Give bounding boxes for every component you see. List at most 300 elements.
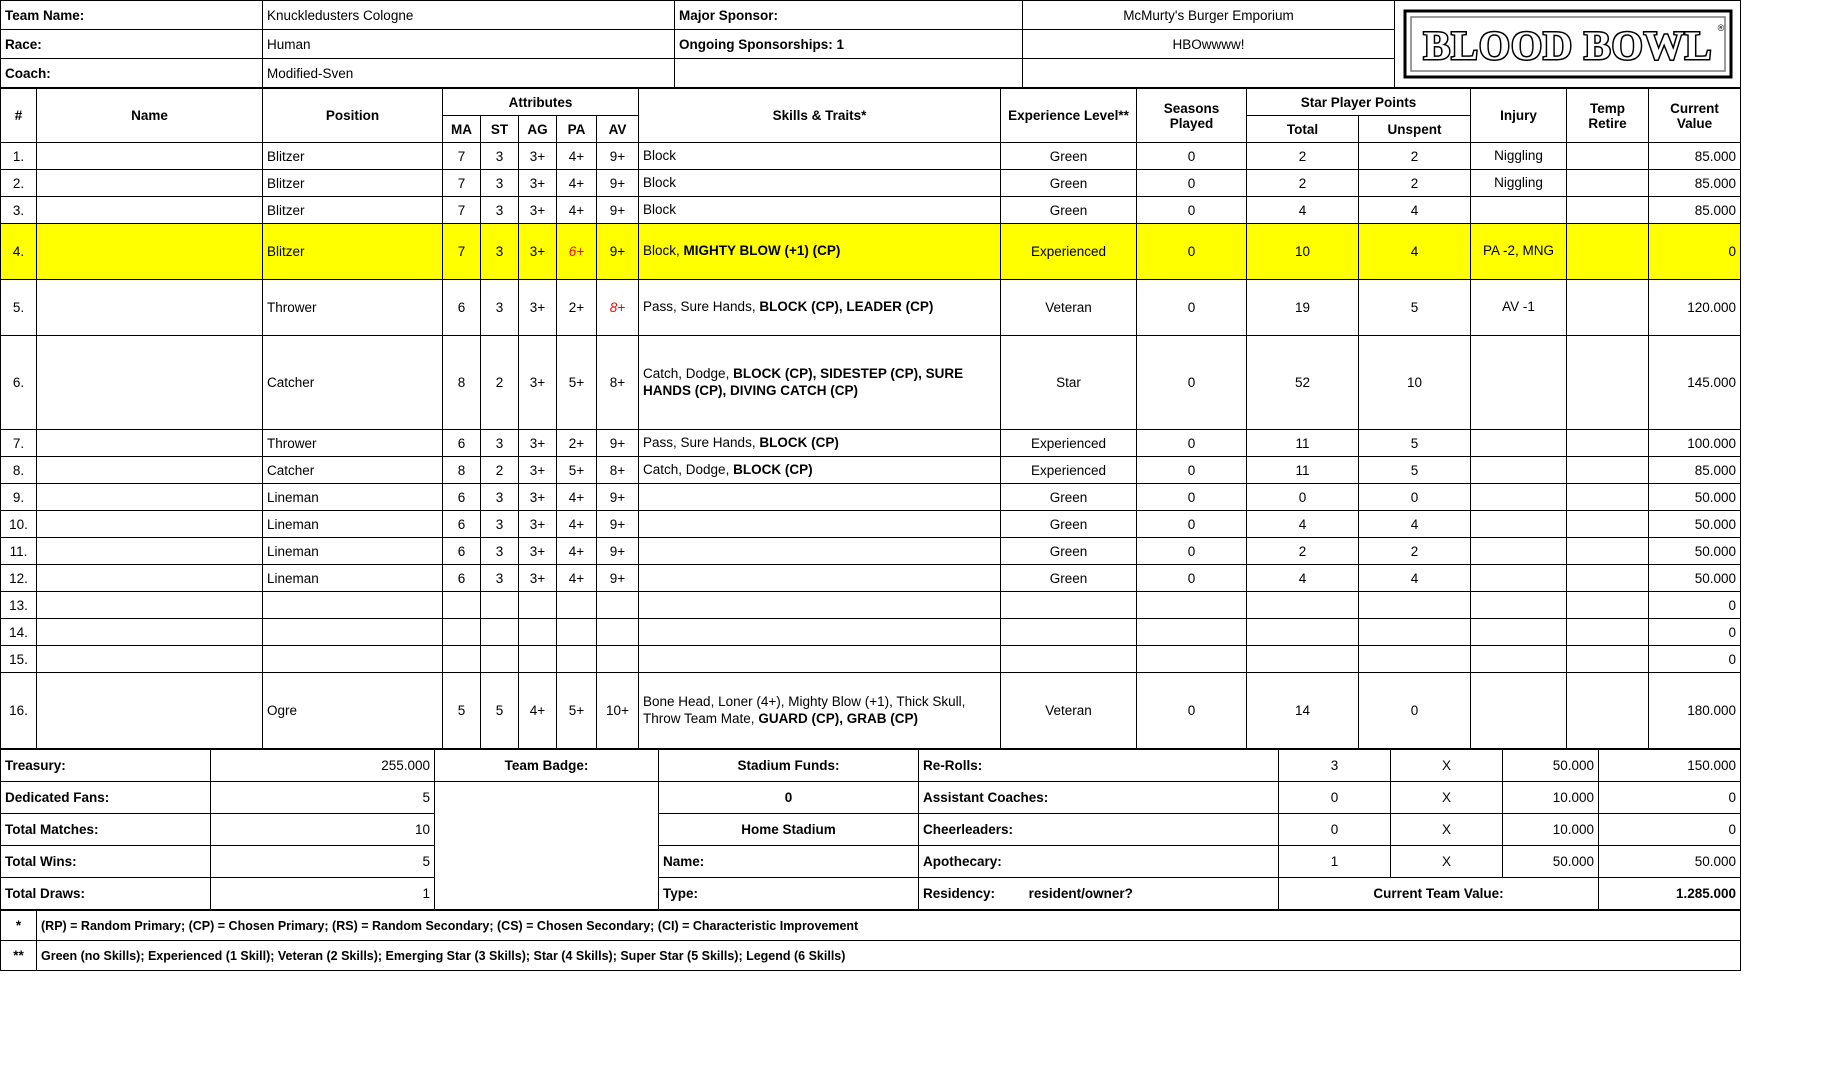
player-temp-retire[interactable]	[1567, 280, 1649, 336]
player-ma[interactable]	[443, 646, 481, 673]
player-skills[interactable]: Block	[639, 143, 1001, 170]
player-injury[interactable]	[1471, 197, 1567, 224]
player-current-value[interactable]: 85.000	[1649, 197, 1741, 224]
player-ag[interactable]: 3+	[519, 538, 557, 565]
player-av[interactable]: 9+	[597, 170, 639, 197]
player-name[interactable]	[37, 646, 263, 673]
team-badge-label: Team Badge:	[435, 750, 659, 782]
player-position[interactable]: Lineman	[263, 484, 443, 511]
player-ag[interactable]	[519, 592, 557, 619]
player-temp-retire[interactable]	[1567, 457, 1649, 484]
player-st[interactable]: 3	[481, 430, 519, 457]
total-matches-value[interactable]: 10	[211, 814, 435, 846]
col-av: AV	[597, 116, 639, 143]
player-temp-retire[interactable]	[1567, 511, 1649, 538]
player-spp-total[interactable]: 2	[1247, 538, 1359, 565]
player-spp-total[interactable]: 19	[1247, 280, 1359, 336]
player-experience[interactable]: Green	[1001, 538, 1137, 565]
player-name[interactable]	[37, 143, 263, 170]
player-spp-total[interactable]: 4	[1247, 197, 1359, 224]
player-av[interactable]: 9+	[597, 224, 639, 280]
player-experience[interactable]: Experienced	[1001, 457, 1137, 484]
current-team-value-label: Current Team Value:	[1279, 878, 1599, 910]
apothecary-qty[interactable]: 1	[1279, 846, 1391, 878]
player-ma[interactable]: 6	[443, 280, 481, 336]
player-av[interactable]: 9+	[597, 511, 639, 538]
player-st[interactable]: 3	[481, 143, 519, 170]
player-skills[interactable]: Catch, Dodge, BLOCK (CP)	[639, 457, 1001, 484]
player-number[interactable]: 2.	[1, 170, 37, 197]
player-av[interactable]	[597, 619, 639, 646]
player-pa[interactable]: 4+	[557, 538, 597, 565]
player-st[interactable]	[481, 646, 519, 673]
table-row[interactable]	[1, 170, 1741, 197]
player-st[interactable]: 2	[481, 457, 519, 484]
player-st[interactable]	[481, 592, 519, 619]
player-name[interactable]	[37, 484, 263, 511]
assistant-coaches-qty[interactable]: 0	[1279, 782, 1391, 814]
cheerleaders-label: Cheerleaders:	[919, 814, 1279, 846]
player-position[interactable]: Catcher	[263, 336, 443, 430]
player-injury[interactable]	[1471, 565, 1567, 592]
major-sponsor-value[interactable]: McMurty's Burger Emporium	[1023, 1, 1395, 30]
player-ag[interactable]: 3+	[519, 565, 557, 592]
player-pa[interactable]	[557, 592, 597, 619]
stadium-funds-value[interactable]: 0	[659, 782, 919, 814]
player-current-value[interactable]: 50.000	[1649, 565, 1741, 592]
player-ma[interactable]: 6	[443, 430, 481, 457]
ongoing-sponsorships-value[interactable]: HBOwwww!	[1023, 30, 1395, 59]
table-row[interactable]	[1, 430, 1741, 457]
player-position[interactable]	[263, 646, 443, 673]
player-spp-unspent[interactable]: 4	[1359, 224, 1471, 280]
player-number[interactable]: 6.	[1, 336, 37, 430]
player-injury[interactable]	[1471, 592, 1567, 619]
player-name[interactable]	[37, 592, 263, 619]
player-spp-unspent[interactable]: 5	[1359, 457, 1471, 484]
rerolls-qty[interactable]: 3	[1279, 750, 1391, 782]
player-injury[interactable]	[1471, 457, 1567, 484]
player-injury[interactable]	[1471, 484, 1567, 511]
player-injury[interactable]: PA -2, MNG	[1471, 224, 1567, 280]
player-current-value[interactable]: 0	[1649, 224, 1741, 280]
player-temp-retire[interactable]	[1567, 565, 1649, 592]
player-injury[interactable]: Niggling	[1471, 170, 1567, 197]
player-number[interactable]: 5.	[1, 280, 37, 336]
player-ma[interactable]: 6	[443, 511, 481, 538]
player-av[interactable]: 9+	[597, 430, 639, 457]
apothecary-label: Apothecary:	[919, 846, 1279, 878]
col-st: ST	[481, 116, 519, 143]
player-ma[interactable]	[443, 619, 481, 646]
player-seasons[interactable]: 0	[1137, 673, 1247, 749]
player-position[interactable]: Lineman	[263, 565, 443, 592]
player-st[interactable]: 5	[481, 673, 519, 749]
player-seasons[interactable]: 0	[1137, 197, 1247, 224]
player-av[interactable]: 9+	[597, 565, 639, 592]
player-seasons[interactable]: 0	[1137, 457, 1247, 484]
player-st[interactable]	[481, 619, 519, 646]
team-finance-block	[0, 749, 1741, 910]
player-ag[interactable]: 3+	[519, 430, 557, 457]
player-current-value[interactable]: 85.000	[1649, 457, 1741, 484]
player-skills[interactable]	[639, 619, 1001, 646]
player-current-value[interactable]: 50.000	[1649, 484, 1741, 511]
player-av[interactable]: 8+	[597, 457, 639, 484]
player-seasons[interactable]: 0	[1137, 143, 1247, 170]
player-name[interactable]	[37, 430, 263, 457]
player-name[interactable]	[37, 565, 263, 592]
player-spp-total[interactable]: 10	[1247, 224, 1359, 280]
player-spp-unspent[interactable]: 4	[1359, 197, 1471, 224]
player-injury[interactable]: AV -1	[1471, 280, 1567, 336]
player-pa[interactable]: 4+	[557, 170, 597, 197]
table-row[interactable]	[1, 457, 1741, 484]
assistant-coaches-x: X	[1391, 782, 1503, 814]
player-skills[interactable]: Pass, Sure Hands, BLOCK (CP), LEADER (CP)	[639, 280, 1001, 336]
player-spp-unspent[interactable]: 4	[1359, 565, 1471, 592]
player-temp-retire[interactable]	[1567, 592, 1649, 619]
player-experience[interactable]: Experienced	[1001, 430, 1137, 457]
player-pa[interactable]: 6+	[557, 224, 597, 280]
player-ag[interactable]: 4+	[519, 673, 557, 749]
player-number[interactable]: 15.	[1, 646, 37, 673]
player-temp-retire[interactable]	[1567, 336, 1649, 430]
player-injury[interactable]	[1471, 511, 1567, 538]
player-seasons[interactable]: 0	[1137, 336, 1247, 430]
table-row[interactable]	[1, 484, 1741, 511]
player-seasons[interactable]: 0	[1137, 430, 1247, 457]
player-spp-unspent[interactable]: 5	[1359, 430, 1471, 457]
player-experience[interactable]: Star	[1001, 336, 1137, 430]
player-current-value[interactable]: 100.000	[1649, 430, 1741, 457]
player-name[interactable]	[37, 280, 263, 336]
player-spp-unspent[interactable]: 2	[1359, 170, 1471, 197]
player-skills[interactable]	[639, 592, 1001, 619]
player-st[interactable]: 3	[481, 565, 519, 592]
player-temp-retire[interactable]	[1567, 430, 1649, 457]
player-seasons[interactable]: 0	[1137, 538, 1247, 565]
player-number[interactable]: 1.	[1, 143, 37, 170]
table-row[interactable]	[1, 197, 1741, 224]
player-position[interactable]: Catcher	[263, 457, 443, 484]
table-row[interactable]	[1, 619, 1741, 646]
player-ma[interactable]: 5	[443, 673, 481, 749]
team-badge-area[interactable]	[435, 782, 659, 910]
player-skills[interactable]	[639, 484, 1001, 511]
player-ag[interactable]: 3+	[519, 336, 557, 430]
player-spp-total[interactable]	[1247, 646, 1359, 673]
table-row[interactable]	[1, 592, 1741, 619]
player-number[interactable]: 3.	[1, 197, 37, 224]
table-row[interactable]	[1, 224, 1741, 280]
player-number[interactable]: 8.	[1, 457, 37, 484]
player-position[interactable]: Blitzer	[263, 143, 443, 170]
player-experience[interactable]: Green	[1001, 197, 1137, 224]
player-temp-retire[interactable]	[1567, 484, 1649, 511]
player-av[interactable]	[597, 646, 639, 673]
player-pa[interactable]: 5+	[557, 336, 597, 430]
player-experience[interactable]: Experienced	[1001, 224, 1137, 280]
player-experience[interactable]: Green	[1001, 511, 1137, 538]
player-skills[interactable]: Block	[639, 170, 1001, 197]
race-value[interactable]: Human	[263, 30, 675, 59]
player-av[interactable]	[597, 592, 639, 619]
player-seasons[interactable]: 0	[1137, 565, 1247, 592]
residency-value[interactable]: resident/owner?	[1028, 886, 1133, 901]
player-pa[interactable]	[557, 619, 597, 646]
coach-value[interactable]: Modified-Sven	[263, 59, 675, 88]
player-spp-total[interactable]	[1247, 592, 1359, 619]
player-position[interactable]: Blitzer	[263, 224, 443, 280]
player-temp-retire[interactable]	[1567, 170, 1649, 197]
player-ag[interactable]: 3+	[519, 224, 557, 280]
player-experience[interactable]	[1001, 592, 1137, 619]
player-temp-retire[interactable]	[1567, 646, 1649, 673]
player-pa[interactable]: 5+	[557, 673, 597, 749]
player-av[interactable]: 9+	[597, 197, 639, 224]
player-seasons[interactable]	[1137, 646, 1247, 673]
player-av[interactable]: 9+	[597, 538, 639, 565]
player-experience[interactable]: Green	[1001, 565, 1137, 592]
player-st[interactable]: 3	[481, 224, 519, 280]
table-row[interactable]	[1, 538, 1741, 565]
player-number[interactable]: 10.	[1, 511, 37, 538]
col-spp-total: Total	[1247, 116, 1359, 143]
player-spp-total[interactable]: 0	[1247, 484, 1359, 511]
player-ma[interactable]: 6	[443, 538, 481, 565]
player-experience[interactable]: Veteran	[1001, 673, 1137, 749]
player-skills[interactable]	[639, 646, 1001, 673]
player-ag[interactable]: 3+	[519, 511, 557, 538]
player-spp-total[interactable]	[1247, 619, 1359, 646]
player-skills[interactable]	[639, 511, 1001, 538]
player-name[interactable]	[37, 336, 263, 430]
player-pa[interactable]: 2+	[557, 280, 597, 336]
table-row[interactable]	[1, 673, 1741, 749]
player-spp-unspent[interactable]: 10	[1359, 336, 1471, 430]
table-row[interactable]	[1, 511, 1741, 538]
player-av[interactable]: 8+	[597, 280, 639, 336]
player-seasons[interactable]: 0	[1137, 511, 1247, 538]
player-skills[interactable]: Catch, Dodge, BLOCK (CP), SIDESTEP (CP), SURE HANDS (CP), DIVING CATCH (CP)	[639, 336, 1001, 430]
player-pa[interactable]: 4+	[557, 565, 597, 592]
player-position[interactable]: Thrower	[263, 280, 443, 336]
player-av[interactable]: 10+	[597, 673, 639, 749]
player-name[interactable]	[37, 457, 263, 484]
player-ma[interactable]: 7	[443, 197, 481, 224]
player-st[interactable]: 3	[481, 511, 519, 538]
team-name-value[interactable]: Knuckledusters Cologne	[263, 1, 675, 30]
player-ag[interactable]	[519, 619, 557, 646]
player-experience[interactable]: Green	[1001, 143, 1137, 170]
player-number[interactable]: 13.	[1, 592, 37, 619]
player-position[interactable]: Lineman	[263, 511, 443, 538]
player-temp-retire[interactable]	[1567, 197, 1649, 224]
player-ag[interactable]: 3+	[519, 197, 557, 224]
player-name[interactable]	[37, 673, 263, 749]
player-current-value[interactable]: 0	[1649, 619, 1741, 646]
player-skills[interactable]	[639, 538, 1001, 565]
player-seasons[interactable]: 0	[1137, 170, 1247, 197]
player-ag[interactable]: 3+	[519, 143, 557, 170]
player-name[interactable]	[37, 224, 263, 280]
player-av[interactable]: 9+	[597, 143, 639, 170]
total-draws-value[interactable]: 1	[211, 878, 435, 910]
player-current-value[interactable]: 145.000	[1649, 336, 1741, 430]
table-row[interactable]	[1, 336, 1741, 430]
player-position[interactable]	[263, 619, 443, 646]
player-spp-total[interactable]: 14	[1247, 673, 1359, 749]
player-spp-total[interactable]: 11	[1247, 457, 1359, 484]
player-current-value[interactable]: 85.000	[1649, 170, 1741, 197]
player-experience[interactable]: Green	[1001, 170, 1137, 197]
player-st[interactable]: 3	[481, 170, 519, 197]
player-injury[interactable]	[1471, 673, 1567, 749]
player-spp-total[interactable]: 4	[1247, 565, 1359, 592]
player-skills[interactable]: Bone Head, Loner (4+), Mighty Blow (+1), Thick Skull, Throw Team Mate, GUARD (CP), GRAB (CP)	[639, 673, 1001, 749]
player-spp-unspent[interactable]: 2	[1359, 143, 1471, 170]
player-number[interactable]: 4.	[1, 224, 37, 280]
player-pa[interactable]: 4+	[557, 197, 597, 224]
treasury-label: Treasury:	[1, 750, 211, 782]
player-number[interactable]: 12.	[1, 565, 37, 592]
player-spp-total[interactable]: 52	[1247, 336, 1359, 430]
player-st[interactable]: 3	[481, 197, 519, 224]
player-position[interactable]	[263, 592, 443, 619]
player-ag[interactable]: 3+	[519, 484, 557, 511]
player-seasons[interactable]	[1137, 619, 1247, 646]
player-ma[interactable]: 7	[443, 143, 481, 170]
player-experience[interactable]	[1001, 646, 1137, 673]
player-ma[interactable]: 7	[443, 170, 481, 197]
player-position[interactable]: Ogre	[263, 673, 443, 749]
player-seasons[interactable]: 0	[1137, 484, 1247, 511]
cheerleaders-qty[interactable]: 0	[1279, 814, 1391, 846]
player-skills[interactable]: Block	[639, 197, 1001, 224]
player-name[interactable]	[37, 170, 263, 197]
player-name[interactable]	[37, 197, 263, 224]
dedicated-fans-value[interactable]: 5	[211, 782, 435, 814]
player-injury[interactable]	[1471, 646, 1567, 673]
player-spp-unspent[interactable]	[1359, 646, 1471, 673]
player-spp-unspent[interactable]: 2	[1359, 538, 1471, 565]
table-row[interactable]	[1, 280, 1741, 336]
player-current-value[interactable]: 120.000	[1649, 280, 1741, 336]
player-experience[interactable]: Veteran	[1001, 280, 1137, 336]
player-number[interactable]: 7.	[1, 430, 37, 457]
player-number[interactable]: 16.	[1, 673, 37, 749]
player-position[interactable]: Thrower	[263, 430, 443, 457]
player-name[interactable]	[37, 538, 263, 565]
player-spp-unspent[interactable]	[1359, 592, 1471, 619]
player-injury[interactable]	[1471, 336, 1567, 430]
player-current-value[interactable]: 50.000	[1649, 538, 1741, 565]
player-spp-total[interactable]: 2	[1247, 143, 1359, 170]
player-experience[interactable]	[1001, 619, 1137, 646]
player-temp-retire[interactable]	[1567, 673, 1649, 749]
player-st[interactable]: 3	[481, 538, 519, 565]
player-name[interactable]	[37, 619, 263, 646]
player-ma[interactable]: 7	[443, 224, 481, 280]
player-av[interactable]: 8+	[597, 336, 639, 430]
player-av[interactable]: 9+	[597, 484, 639, 511]
player-seasons[interactable]: 0	[1137, 224, 1247, 280]
table-row[interactable]	[1, 143, 1741, 170]
player-current-value[interactable]: 180.000	[1649, 673, 1741, 749]
player-current-value[interactable]: 85.000	[1649, 143, 1741, 170]
player-st[interactable]: 2	[481, 336, 519, 430]
player-position[interactable]: Lineman	[263, 538, 443, 565]
player-skills[interactable]: Block, MIGHTY BLOW (+1) (CP)	[639, 224, 1001, 280]
total-wins-value[interactable]: 5	[211, 846, 435, 878]
player-spp-unspent[interactable]: 0	[1359, 484, 1471, 511]
player-name[interactable]	[37, 511, 263, 538]
player-pa[interactable]	[557, 646, 597, 673]
player-ma[interactable]	[443, 592, 481, 619]
table-row[interactable]	[1, 565, 1741, 592]
player-ag[interactable]: 3+	[519, 457, 557, 484]
player-skills[interactable]	[639, 565, 1001, 592]
player-spp-unspent[interactable]: 0	[1359, 673, 1471, 749]
player-injury[interactable]: Niggling	[1471, 143, 1567, 170]
player-injury[interactable]	[1471, 619, 1567, 646]
player-experience[interactable]: Green	[1001, 484, 1137, 511]
player-spp-total[interactable]: 2	[1247, 170, 1359, 197]
player-st[interactable]: 3	[481, 484, 519, 511]
player-ma[interactable]: 8	[443, 336, 481, 430]
player-current-value[interactable]: 0	[1649, 592, 1741, 619]
player-number[interactable]: 9.	[1, 484, 37, 511]
player-ag[interactable]: 3+	[519, 170, 557, 197]
player-pa[interactable]: 5+	[557, 457, 597, 484]
player-pa[interactable]: 4+	[557, 143, 597, 170]
player-ag[interactable]	[519, 646, 557, 673]
player-number[interactable]: 14.	[1, 619, 37, 646]
player-seasons[interactable]: 0	[1137, 280, 1247, 336]
player-injury[interactable]	[1471, 538, 1567, 565]
player-injury[interactable]	[1471, 430, 1567, 457]
player-temp-retire[interactable]	[1567, 619, 1649, 646]
player-spp-total[interactable]: 4	[1247, 511, 1359, 538]
player-ma[interactable]: 6	[443, 484, 481, 511]
player-skills[interactable]: Pass, Sure Hands, BLOCK (CP)	[639, 430, 1001, 457]
player-number[interactable]: 11.	[1, 538, 37, 565]
player-spp-unspent[interactable]: 4	[1359, 511, 1471, 538]
player-st[interactable]: 3	[481, 280, 519, 336]
player-ma[interactable]: 8	[443, 457, 481, 484]
player-position[interactable]: Blitzer	[263, 197, 443, 224]
player-spp-unspent[interactable]: 5	[1359, 280, 1471, 336]
treasury-value[interactable]: 255.000	[211, 750, 435, 782]
player-ag[interactable]: 3+	[519, 280, 557, 336]
table-row[interactable]	[1, 646, 1741, 673]
player-temp-retire[interactable]	[1567, 224, 1649, 280]
player-position[interactable]: Blitzer	[263, 170, 443, 197]
player-temp-retire[interactable]	[1567, 538, 1649, 565]
player-pa[interactable]: 4+	[557, 484, 597, 511]
player-pa[interactable]: 4+	[557, 511, 597, 538]
player-spp-unspent[interactable]	[1359, 619, 1471, 646]
player-seasons[interactable]	[1137, 592, 1247, 619]
player-temp-retire[interactable]	[1567, 143, 1649, 170]
player-current-value[interactable]: 0	[1649, 646, 1741, 673]
player-ma[interactable]: 6	[443, 565, 481, 592]
blood-bowl-logo	[1395, 1, 1741, 88]
player-pa[interactable]: 2+	[557, 430, 597, 457]
player-current-value[interactable]: 50.000	[1649, 511, 1741, 538]
player-spp-total[interactable]: 11	[1247, 430, 1359, 457]
